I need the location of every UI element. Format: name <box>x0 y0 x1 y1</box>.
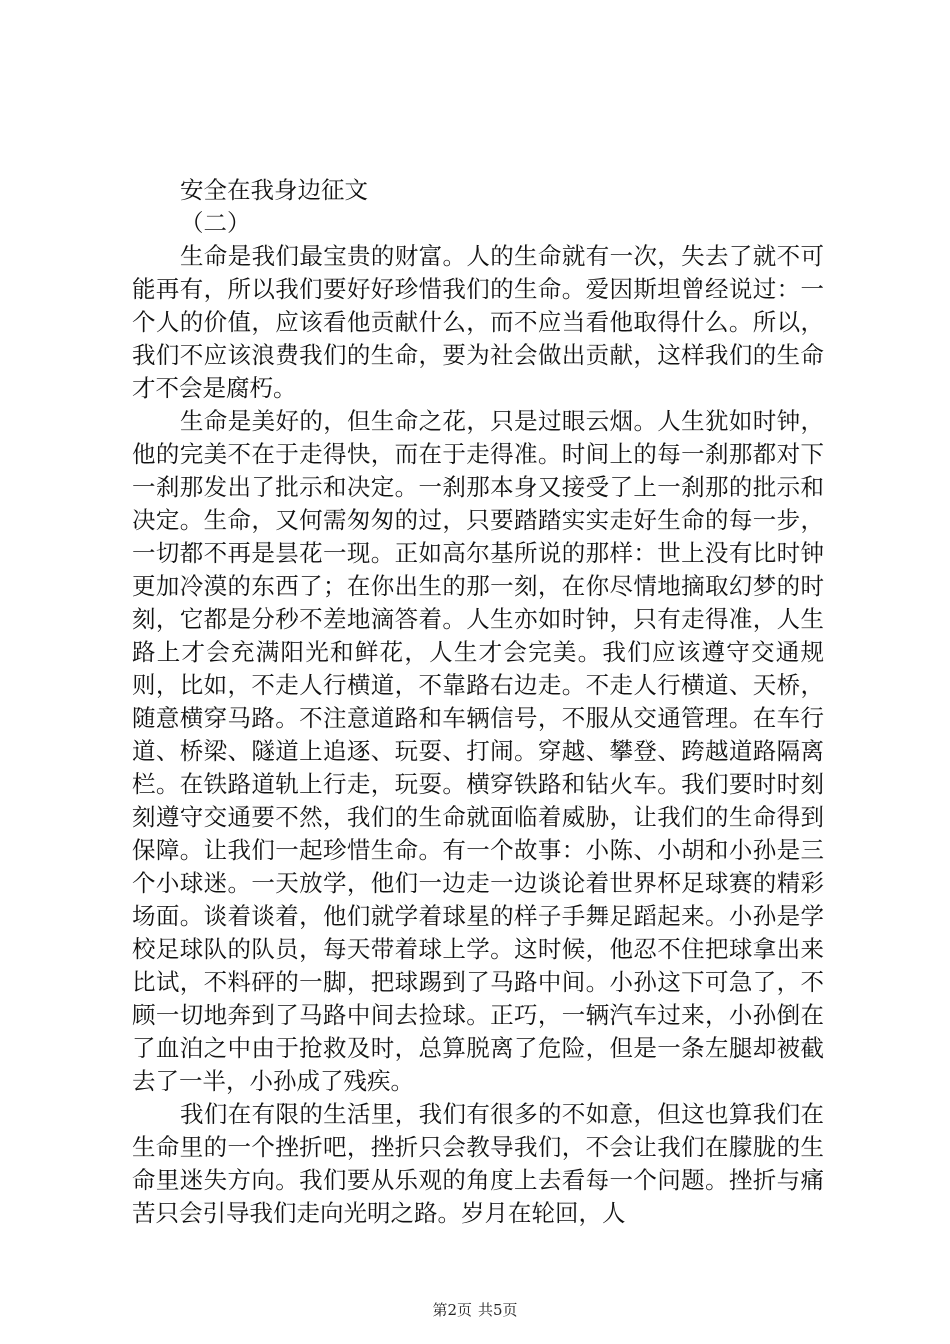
page-footer <box>0 1300 950 1320</box>
paragraph-2: 生命是美好的，但生命之花，只是过眼云烟。人生犹如时钟，他的完美不在于走得快，而在于走得准。时间上的每一刹那都对下一刹那发出了批示和决定。一刹那本身又接受了上一刹那的批示和决定。生命，又何需匆匆的过，只要踏踏实实走好生命的每一步，一切都不再是昙花一现。正如高尔基所说的那样：世上没有比时钟更加冷漠的东西了；在你出生的那一刻，在你尽情地摘取幻梦的时刻，它都是分秒不差地滴答着。人生亦如时钟，只有走得准，人生路上才会充满阳光和鲜花，人生才会完美。我们应该遵守交通规则，比如，不走人行横道，不靠路右边走。不走人行横道、天桥，随意横穿马路。不注意道路和车辆信号，不服从交通管理。在车行道、桥梁、隧道上追逐、玩耍、打闹。穿越、攀登、跨越道路隔离栏。在铁路道轨上行走，玩耍。横穿铁路和钻火车。我们要时时刻刻遵守交通要不然，我们的生命就面临着威胁，让我们的生命得到保障。让我们一起珍惜生命。有一个故事：小陈、小胡和小孙是三个小球迷。一天放学，他们一边走一边谈论着世界杯足球赛的精彩场面。谈着谈着，他们就学着球星的样子手舞足蹈起来。小孙是学校足球队的队员，每天带着球上学。这时候，他忍不住把球拿出来比试，不料砰的一脚，把球踢到了马路中间。小孙这下可急了，不顾一切地奔到了马路中间去捡球。正巧，一辆汽车过来，小孙倒在了血泊之中由于抢救及时，总算脱离了危险，但是一条左腿却被截去了一半，小孙成了残疾。 <box>132 407 824 1095</box>
page-total: 共5页 <box>478 1301 518 1319</box>
document-body <box>132 174 824 1230</box>
document-subtitle: （二） <box>180 209 251 237</box>
document-title: 安全在我身边征文 <box>180 176 368 204</box>
paragraph-3: 我们在有限的生活里，我们有很多的不如意，但这也算我们在生命里的一个挫折吧，挫折只会教导我们，不会让我们在朦胧的生命里迷失方向。我们要从乐观的角度上去看每一个问题。挫折与痛苦只会引导我们走向光明之路。岁月在轮回，人 <box>132 1100 824 1227</box>
page-number: 第2页 <box>432 1301 472 1319</box>
paragraph-1: 生命是我们最宝贵的财富。人的生命就有一次，失去了就不可能再有，所以我们要好好珍惜我们的生命。爱因斯坦曾经说过：一个人的价值，应该看他贡献什么，而不应当看他取得什么。所以，我们不应该浪费我们的生命，要为社会做出贡献，这样我们的生命才不会是腐朽。 <box>132 242 824 402</box>
